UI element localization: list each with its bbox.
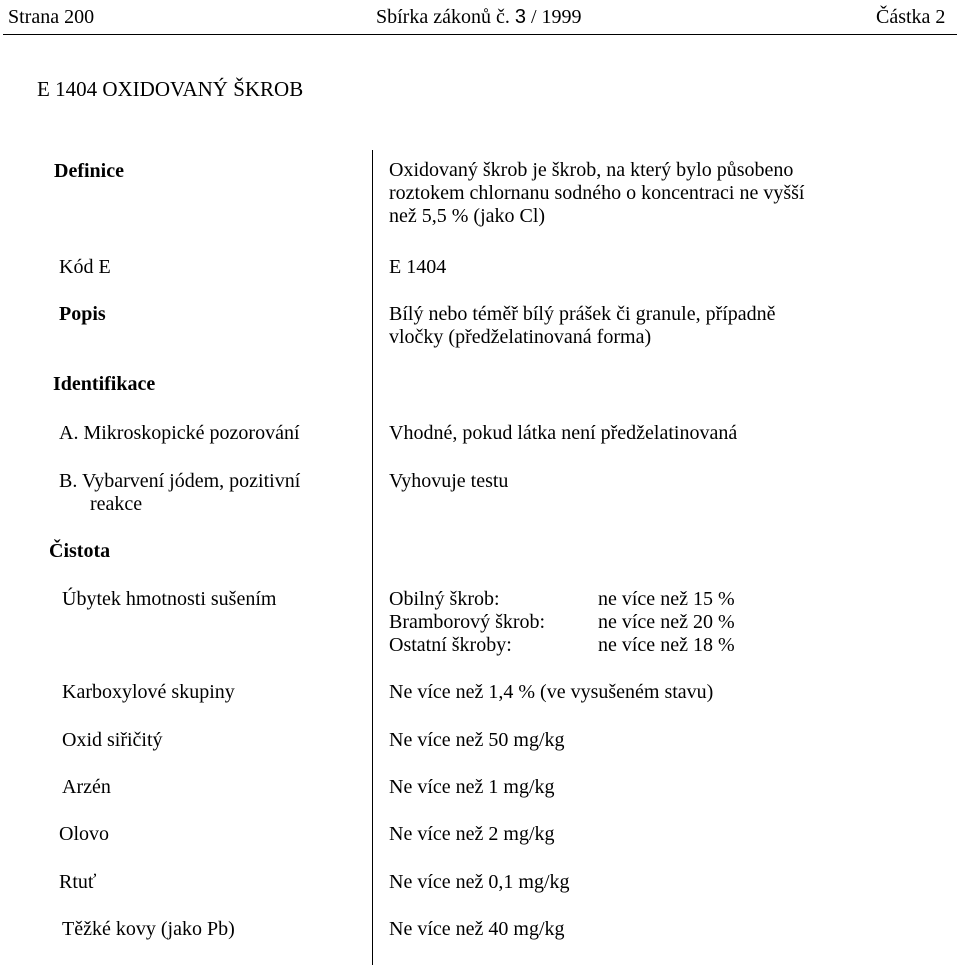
rtut-label: Rtuť (59, 871, 97, 893)
collection-number: 3 (514, 6, 526, 28)
ubytek-row-name: Bramborový škrob: (389, 611, 546, 633)
collection-prefix: Sbírka zákonů č. (376, 6, 510, 28)
olovo-value: Ne více než 2 mg/kg (389, 823, 555, 845)
popis-value (389, 303, 776, 349)
identifikace-b-line: B. Vybarvení jódem, pozitivní (59, 470, 301, 492)
kod-e-value: E 1404 (389, 256, 447, 278)
oxid-label: Oxid siřičitý (62, 729, 163, 751)
ubytek-row-name: Obilný škrob: (389, 588, 500, 610)
karboxylove-label: Karboxylové skupiny (62, 681, 235, 703)
arzen-label: Arzén (62, 776, 111, 798)
ubytek-label: Úbytek hmotnosti sušením (62, 588, 277, 610)
part-number: Částka 2 (876, 6, 946, 28)
identifikace-a-value: Vhodné, pokud látka není předželatinovaná (389, 422, 738, 444)
oxid-value: Ne více než 50 mg/kg (389, 729, 565, 751)
page-title: E 1404 OXIDOVANÝ ŠKROB (37, 77, 304, 101)
identifikace-b-label (59, 470, 300, 516)
identifikace-b-line: reakce (90, 493, 143, 515)
tezke-kovy-label: Těžké kovy (jako Pb) (62, 918, 235, 940)
ubytek-row-name: Ostatní škroby: (389, 634, 512, 656)
olovo-label: Olovo (59, 823, 109, 845)
definice-value (389, 159, 804, 228)
definice-line: Oxidovaný škrob je škrob, na který bylo působeno (389, 159, 794, 181)
ubytek-row-value: ne více než 18 % (598, 634, 735, 656)
arzen-value: Ne více než 1 mg/kg (389, 776, 555, 798)
popis-label: Popis (59, 303, 106, 325)
page-header (0, 0, 960, 34)
collection-ref (376, 6, 582, 29)
definice-line: než 5,5 % (jako Cl) (389, 205, 546, 227)
tezke-kovy-value: Ne více než 40 mg/kg (389, 918, 565, 940)
identifikace-a-label: A. Mikroskopické pozorování (59, 422, 300, 444)
cistota-label: Čistota (49, 540, 111, 562)
page-number: Strana 200 (8, 6, 95, 28)
karboxylove-value: Ne více než 1,4 % (ve vysušeném stavu) (389, 681, 714, 703)
column-divider (372, 150, 373, 965)
collection-year: / 1999 (530, 6, 582, 28)
ubytek-row-value: ne více než 15 % (598, 588, 735, 610)
definice-label: Definice (54, 160, 124, 182)
identifikace-b-value: Vyhovuje testu (389, 470, 509, 492)
rtut-value: Ne více než 0,1 mg/kg (389, 871, 570, 893)
ubytek-row-value: ne více než 20 % (598, 611, 735, 633)
popis-line: Bílý nebo téměř bílý prášek či granule, případně (389, 303, 776, 325)
header-rule (3, 34, 957, 35)
definice-line: roztokem chlornanu sodného o koncentraci ne vyšší (389, 182, 805, 204)
kod-e-label: Kód E (59, 256, 111, 278)
popis-line: vločky (předželatinovaná forma) (389, 326, 652, 348)
identifikace-label: Identifikace (53, 373, 156, 395)
